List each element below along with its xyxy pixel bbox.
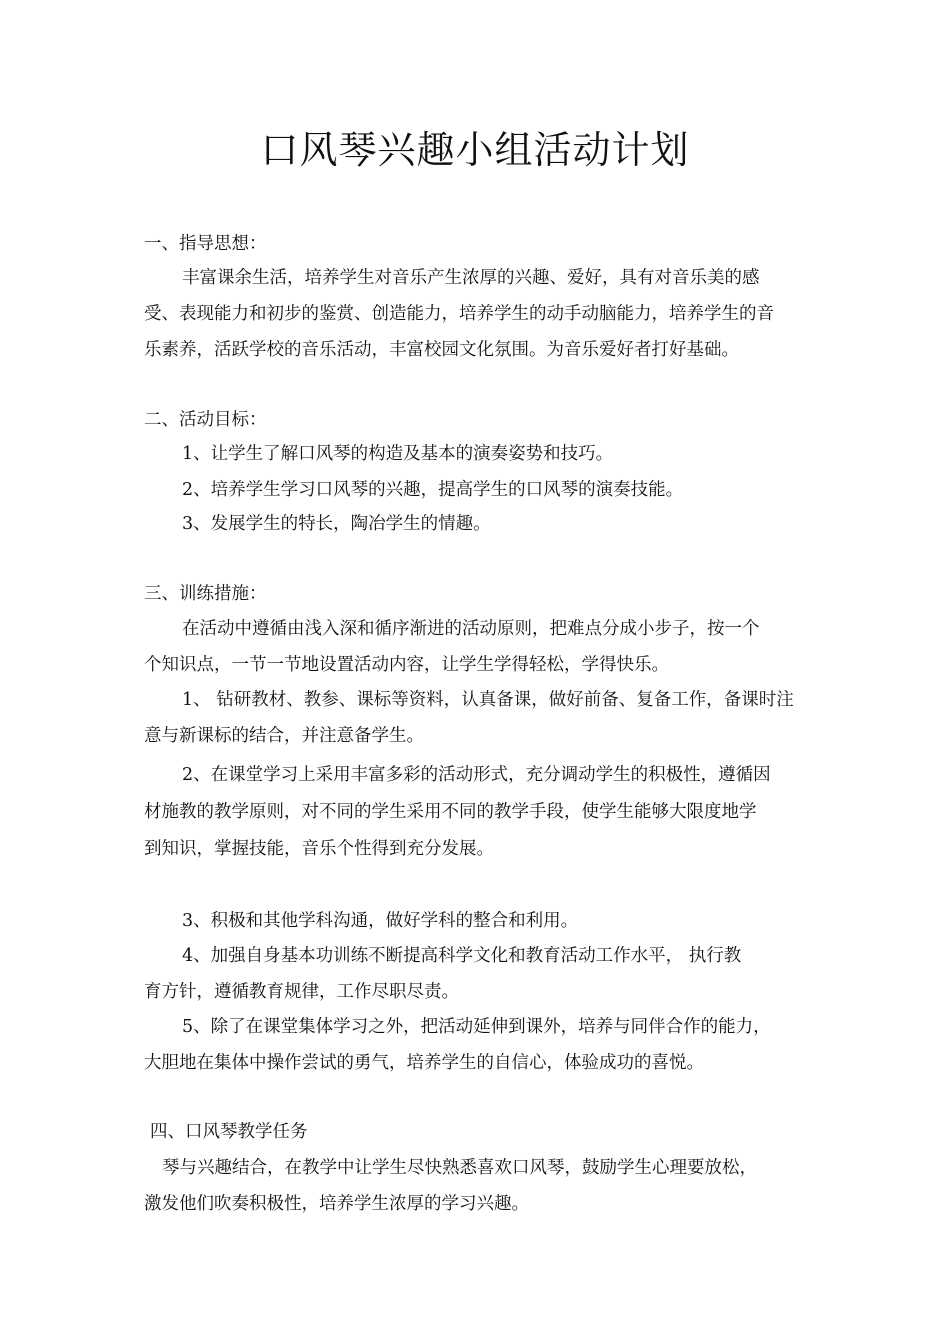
paragraph-line: 受、表现能力和初步的鉴赏、创造能力，培养学生的动手动脑能力，培养学生的音	[144, 304, 774, 324]
paragraph-line: 丰富课余生活，培养学生对音乐产生浓厚的兴趣、爱好，具有对音乐美的感	[182, 268, 760, 288]
section-heading-guiding-ideology: 一、指导思想：	[144, 234, 267, 254]
section-heading-activity-goals: 二、活动目标：	[144, 410, 267, 430]
paragraph-line: 个知识点，一节一节地设置活动内容，让学生学得轻松，学得快乐。	[144, 655, 669, 675]
measure-item-4: 4、加强自身基本功训练不断提高科学文化和教育活动工作水平， 执行教	[182, 946, 742, 966]
paragraph-line: 琴与兴趣结合，在教学中让学生尽快熟悉喜欢口风琴，鼓励学生心理要放松，	[162, 1158, 757, 1178]
paragraph-line: 育方针，遵循教育规律，工作尽职尽责。	[144, 982, 459, 1002]
measure-item-5: 5、除了在课堂集体学习之外，把活动延伸到课外，培养与同伴合作的能力，	[182, 1017, 771, 1037]
paragraph-line: 在活动中遵循由浅入深和循序渐进的活动原则，把难点分成小步子，按一个	[182, 619, 760, 639]
paragraph-line: 大胆地在集体中操作尝试的勇气，培养学生的自信心，体验成功的喜悦。	[144, 1053, 704, 1073]
measure-item-3: 3、积极和其他学科沟通，做好学科的整合和利用。	[182, 911, 579, 931]
paragraph-line: 材施教的教学原则，对不同的学生采用不同的教学手段，使学生能够大限度地学	[144, 802, 757, 822]
goal-item-2: 2、培养学生学习口风琴的兴趣，提高学生的口风琴的演奏技能。	[182, 480, 684, 500]
section-heading-teaching-tasks: 四、口风琴教学任务	[150, 1122, 308, 1142]
section-heading-training-measures: 三、训练措施：	[144, 584, 267, 604]
paragraph-line: 到知识，掌握技能，音乐个性得到充分发展。	[144, 839, 494, 859]
paragraph-line: 意与新课标的结合，并注意备学生。	[144, 726, 424, 746]
document-title: 口风琴兴趣小组活动计划	[260, 128, 690, 172]
goal-item-1: 1、让学生了解口风琴的构造及基本的演奏姿势和技巧。	[182, 444, 614, 464]
measure-item-2: 2、在课堂学习上采用丰富多彩的活动形式，充分调动学生的积极性，遵循因	[182, 765, 771, 785]
paragraph-line: 乐素养，活跃学校的音乐活动，丰富校园文化氛围。为音乐爱好者打好基础。	[144, 340, 739, 360]
goal-item-3: 3、发展学生的特长，陶冶学生的情趣。	[182, 514, 491, 534]
measure-item-1: 1、 钻研教材、教参、课标等资料，认真备课，做好前备、复备工作，备课时注	[182, 690, 794, 710]
paragraph-line: 激发他们吹奏积极性，培养学生浓厚的学习兴趣。	[144, 1194, 529, 1214]
